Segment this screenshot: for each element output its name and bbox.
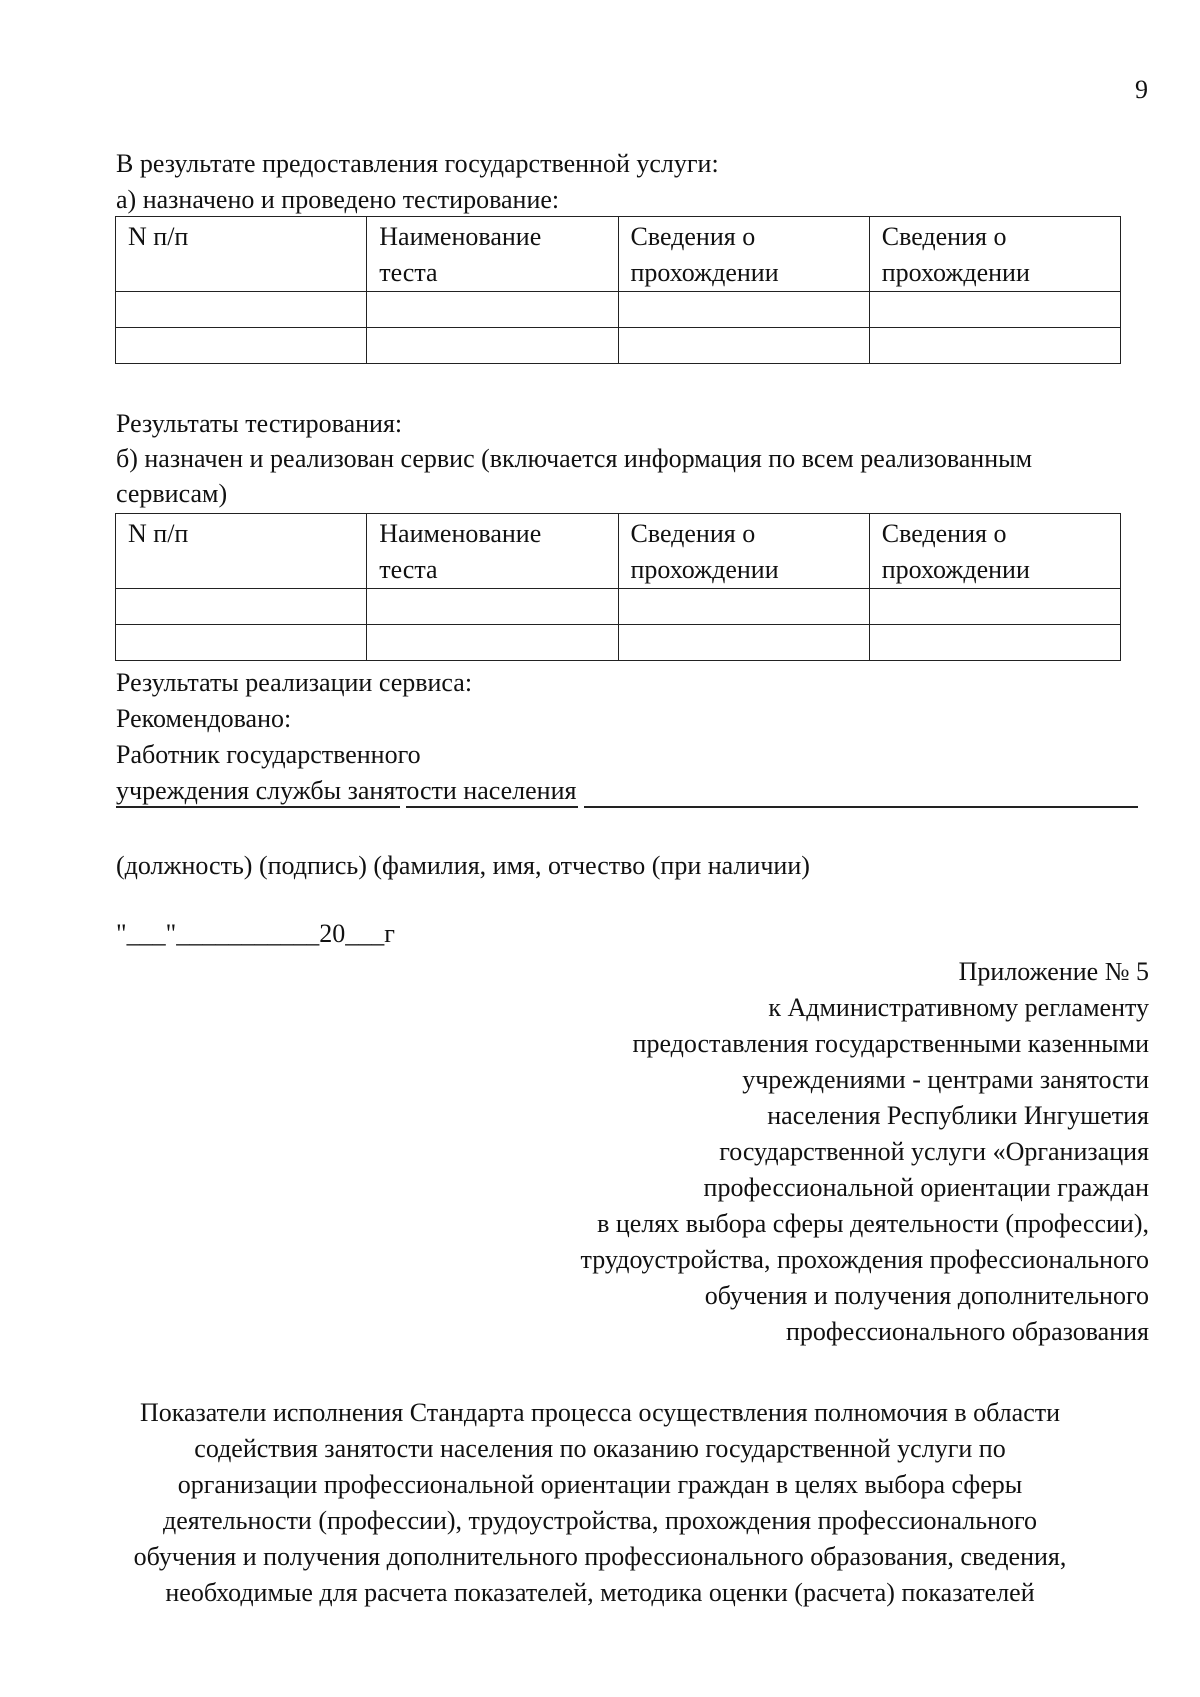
table-cell[interactable] [618,625,869,661]
table-header-cell: Сведения о прохождении [869,217,1120,292]
table-cell[interactable] [618,328,869,364]
appendix-block [249,954,1149,1350]
appendix-line: предоставления государственными казенными [632,1029,1149,1058]
table-cell[interactable] [869,292,1120,328]
heading-line: организации профессиональной ориентации граждан в целях выбора сферы [177,1470,1023,1499]
table-row [116,589,1121,625]
worker-line-2: учреждения службы занятости населения [116,776,577,805]
appendix-line: трудоустройства, прохождения профессионального [580,1245,1149,1274]
table-header-row [116,514,1121,589]
position-signature-line[interactable] [116,806,400,808]
table-cell[interactable] [618,589,869,625]
section-a-title: а) назначено и проведено тестирование: [116,185,560,214]
appendix-line: населения Республики Ингушетия [767,1101,1149,1130]
table-header-cell: Наименование теста [367,514,618,589]
testing-table [115,216,1121,364]
heading-line: деятельности (профессии), трудоустройства, прохождения профессионального [163,1506,1037,1535]
date-line: "___"___________20___г [116,919,395,948]
table-cell[interactable] [116,292,367,328]
recommended-label: Рекомендовано: [116,704,292,733]
section-b-title: б) назначен и реализован сервис (включается информация по всем реализованным [116,444,1033,473]
table-cell[interactable] [618,292,869,328]
testing-results-label: Результаты тестирования: [116,409,403,438]
appendix-line: государственной услуги «Организация [719,1137,1149,1166]
service-results-label: Результаты реализации сервиса: [116,668,473,697]
service-table [115,513,1121,661]
appendix-line: обучения и получения дополнительного [704,1281,1149,1310]
appendix-line: Приложение № 5 [958,957,1149,986]
table-cell[interactable] [116,589,367,625]
appendix-line: учреждениями - центрами занятости [742,1065,1149,1094]
page-number: 9 [1135,75,1148,104]
section-b-title-continued: сервисам) [116,479,228,508]
table-header-cell: Сведения о прохождении [618,514,869,589]
appendix-line: профессионального образования [785,1317,1149,1346]
table-cell[interactable] [367,328,618,364]
appendix-line: профессиональной ориентации граждан [703,1173,1149,1202]
table-row [116,292,1121,328]
table-cell[interactable] [869,328,1120,364]
table-header-cell: N п/п [116,514,367,589]
table-header-cell: Наименование теста [367,217,618,292]
appendix-line: в целях выбора сферы деятельности (профессии), [597,1209,1149,1238]
table-cell[interactable] [116,625,367,661]
table-header-row [116,217,1121,292]
heading-line: содействия занятости населения по оказанию государственной услуги по [194,1434,1006,1463]
table-row [116,328,1121,364]
table-header-cell: Сведения о прохождении [869,514,1120,589]
table-cell[interactable] [116,328,367,364]
heading-line: необходимые для расчета показателей, методика оценки (расчета) показателей [165,1578,1035,1607]
appendix-line: к Административному регламенту [768,993,1149,1022]
table-cell[interactable] [367,589,618,625]
full-name-signature-line[interactable] [584,806,1138,808]
table-cell[interactable] [367,292,618,328]
table-cell[interactable] [367,625,618,661]
table-header-cell: Сведения о прохождении [618,217,869,292]
table-header-cell: N п/п [116,217,367,292]
heading-line: Показатели исполнения Стандарта процесса осуществления полномочия в области [139,1398,1061,1427]
intro-text: В результате предоставления государственной услуги: [116,149,719,178]
table-cell[interactable] [869,589,1120,625]
signature-line[interactable] [406,806,578,808]
heading-line: обучения и получения дополнительного профессионального образования, сведения, [133,1542,1067,1571]
table-row [116,625,1121,661]
signature-caption: (должность) (подпись) (фамилия, имя, отчество (при наличии) [116,851,810,880]
worker-line-1: Работник государственного [116,740,421,769]
table-cell[interactable] [869,625,1120,661]
indicators-heading [60,1395,1140,1611]
